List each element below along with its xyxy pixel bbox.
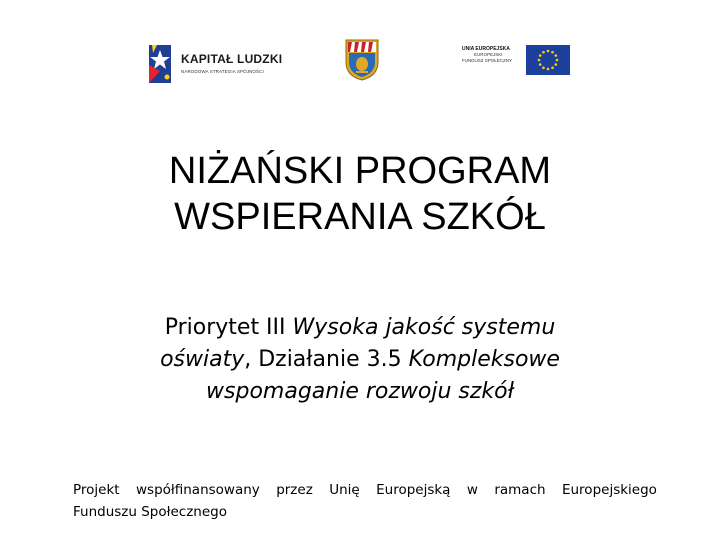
priority-italic1: Wysoka jakość systemu bbox=[292, 315, 556, 340]
eu-star bbox=[539, 63, 542, 66]
priority-italic4: wspomaganie rozwoju szkół bbox=[206, 379, 514, 404]
footer-word: Europejską bbox=[376, 482, 451, 498]
footer-line2: Funduszu Społecznego bbox=[73, 504, 227, 520]
title-line2: WSPIERANIA SZKÓŁ bbox=[174, 196, 546, 238]
footer-word: współfinansowany bbox=[136, 482, 260, 498]
priority-line1 bbox=[0, 312, 720, 344]
kapital-ludzki-title: KAPITAŁ LUDZKI bbox=[181, 52, 283, 66]
eu-star bbox=[554, 63, 557, 66]
kapital-ludzki-subtitle: NARODOWA STRATEGIA SPÓJNOŚCI bbox=[181, 69, 264, 74]
eu-star bbox=[547, 50, 550, 53]
coat-of-arms-icon bbox=[344, 38, 380, 82]
title-line1: NIŻAŃSKI PROGRAM bbox=[168, 150, 552, 192]
priority-middle: , Działanie 3.5 bbox=[244, 347, 409, 372]
eu-star bbox=[542, 51, 545, 54]
eu-star bbox=[547, 68, 550, 71]
eu-flag-icon bbox=[526, 45, 570, 75]
eu-line3: FUNDUSZ SPOŁECZNY bbox=[462, 58, 513, 63]
eu-star bbox=[554, 54, 557, 57]
priority-text bbox=[0, 312, 720, 408]
page-title bbox=[0, 148, 720, 240]
footer-line1 bbox=[73, 479, 657, 501]
footer-word: Unię bbox=[329, 482, 360, 498]
footer-word: ramach bbox=[494, 482, 546, 498]
kapital-ludzki-logo bbox=[143, 39, 283, 89]
eu-efs-logo bbox=[462, 42, 572, 82]
eu-text bbox=[462, 46, 524, 64]
priority-italic3: Kompleksowe bbox=[408, 347, 560, 372]
footer-word: Europejskiego bbox=[561, 482, 657, 498]
coat-of-arms bbox=[344, 38, 380, 82]
priority-line2 bbox=[0, 344, 720, 376]
eu-star bbox=[551, 66, 554, 69]
eu-star bbox=[538, 59, 541, 62]
eu-line2: EUROPEJSKI bbox=[474, 52, 503, 57]
eu-star bbox=[556, 59, 559, 62]
eu-star bbox=[542, 66, 545, 69]
footer-word: w bbox=[466, 482, 478, 498]
kapital-ludzki-star-icon bbox=[143, 41, 177, 87]
priority-line3 bbox=[0, 376, 720, 408]
footer-word: przez bbox=[276, 482, 313, 498]
eu-star bbox=[551, 51, 554, 54]
eu-star bbox=[539, 54, 542, 57]
footer-note bbox=[73, 479, 657, 523]
eu-line1: UNIA EUROPEJSKA bbox=[462, 46, 510, 52]
header-logos bbox=[0, 34, 720, 94]
priority-prefix: Priorytet III bbox=[164, 315, 293, 340]
priority-italic2: oświaty bbox=[160, 347, 245, 372]
footer-word: Projekt bbox=[73, 482, 120, 498]
